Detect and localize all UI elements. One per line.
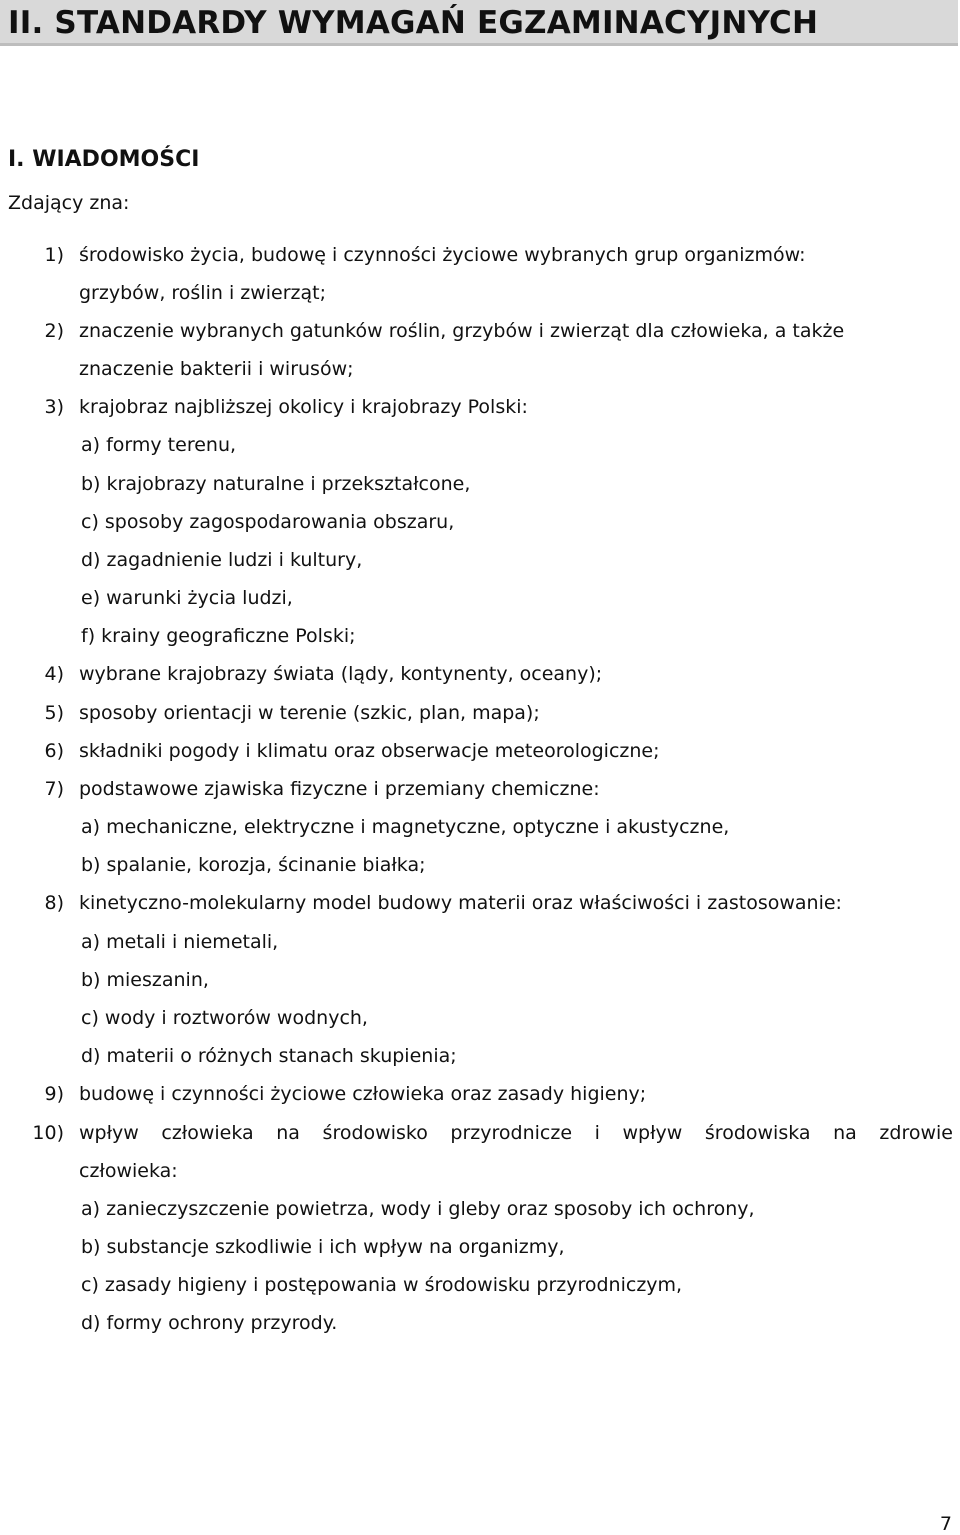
sub-item: b) spalanie, korozja, ścinanie białka; bbox=[81, 854, 426, 876]
sub-item: e) warunki życia ludzi, bbox=[81, 587, 293, 609]
sub-item: c) sposoby zagospodarowania obszaru, bbox=[81, 511, 455, 533]
list-item-text: wybrane krajobrazy świata (lądy, kontynenty, oceany); bbox=[79, 663, 603, 685]
list-item-text: środowisko życia, budowę i czynności życiowe wybranych grup organizmów: bbox=[79, 244, 806, 266]
sub-item: a) zanieczyszczenie powietrza, wody i gleby oraz sposoby ich ochrony, bbox=[81, 1198, 755, 1220]
list-item-text: budowę i czynności życiowe człowieka oraz zasady higieny; bbox=[79, 1083, 647, 1105]
list-item-text: składniki pogody i klimatu oraz obserwacje meteorologiczne; bbox=[79, 740, 660, 762]
sub-item: d) formy ochrony przyrody. bbox=[81, 1312, 338, 1334]
list-item-text: kinetyczno-molekularny model budowy materii oraz właściwości i zastosowanie: bbox=[79, 892, 842, 914]
chapter-title: II. STANDARDY WYMAGAŃ EGZAMINACYJNYCH bbox=[8, 5, 819, 41]
sub-item: b) krajobrazy naturalne i przekształcone, bbox=[81, 473, 471, 495]
list-item-number: 10) bbox=[32, 1122, 64, 1144]
list-item-number: 3) bbox=[44, 396, 64, 418]
chapter-header-bar bbox=[0, 0, 958, 46]
sub-item: a) metali i niemetali, bbox=[81, 931, 279, 953]
sub-item: c) wody i roztworów wodnych, bbox=[81, 1007, 368, 1029]
list-item-number: 1) bbox=[44, 244, 64, 266]
sub-item: a) formy terenu, bbox=[81, 434, 237, 456]
list-item-text: znaczenie wybranych gatunków roślin, grzybów i zwierząt dla człowieka, a także bbox=[79, 320, 845, 342]
list-item-continuation: znaczenie bakterii i wirusów; bbox=[79, 358, 354, 380]
sub-item: b) mieszanin, bbox=[81, 969, 209, 991]
sub-item: c) zasady higieny i postępowania w środowisku przyrodniczym, bbox=[81, 1274, 683, 1296]
list-item-continuation: grzybów, roślin i zwierząt; bbox=[79, 282, 327, 304]
list-item-text: krajobraz najbliższej okolicy i krajobrazy Polski: bbox=[79, 396, 528, 418]
list-item-number: 2) bbox=[44, 320, 64, 342]
sub-item: d) materii o różnych stanach skupienia; bbox=[81, 1045, 457, 1067]
list-item-text: sposoby orientacji w terenie (szkic, plan, mapa); bbox=[79, 702, 540, 724]
sub-item: f) krainy geograficzne Polski; bbox=[81, 625, 356, 647]
list-item-number: 5) bbox=[44, 702, 64, 724]
list-item-number: 8) bbox=[44, 892, 64, 914]
sub-item: d) zagadnienie ludzi i kultury, bbox=[81, 549, 363, 571]
list-item-number: 4) bbox=[44, 663, 64, 685]
list-item-text: podstawowe zjawiska fizyczne i przemiany chemiczne: bbox=[79, 778, 600, 800]
sub-item: b) substancje szkodliwie i ich wpływ na organizmy, bbox=[81, 1236, 565, 1258]
list-item-number: 6) bbox=[44, 740, 64, 762]
list-item-number: 7) bbox=[44, 778, 64, 800]
list-item-text: wpływ człowieka na środowisko przyrodnicze i wpływ środowiska na zdrowie bbox=[79, 1122, 953, 1144]
sub-item: a) mechaniczne, elektryczne i magnetyczne, optyczne i akustyczne, bbox=[81, 816, 730, 838]
section-title: I. WIADOMOŚCI bbox=[8, 147, 200, 172]
page-number: 7 bbox=[939, 1513, 952, 1535]
intro-text: Zdający zna: bbox=[8, 192, 130, 214]
list-item-number: 9) bbox=[44, 1083, 64, 1105]
list-item-continuation: człowieka: bbox=[79, 1160, 178, 1182]
